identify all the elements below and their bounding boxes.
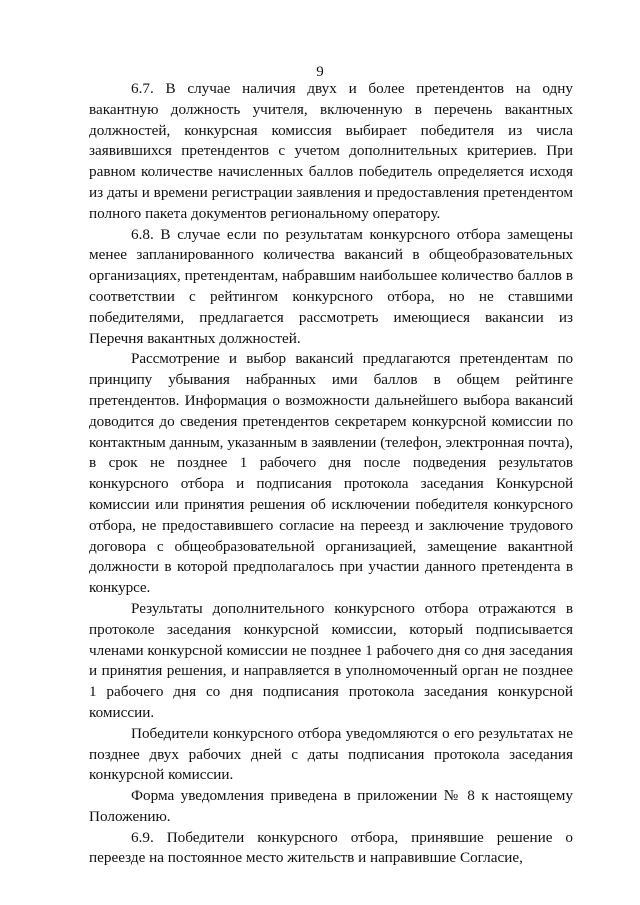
paragraph-winner-notification: Победители конкурсного отбора уведомляются о его результатах не позднее двух рабочих дней с даты подписания протокола заседания конкурсной комиссии. (89, 724, 573, 784)
paragraph-6-9: 6.9. Победители конкурсного отбора, принявшие решение о переезде на постоянное место жительств и направившие Согласие, (89, 828, 573, 867)
document-body (89, 79, 573, 869)
paragraph-6-7: 6.7. В случае наличия двух и более претендентов на одну вакантную должность учителя, включенную в перечень вакантных должностей, конкурсная комиссия выбирает победителя из числа заявившихся претендентов с учетом дополнительных критериев. При равном количестве начисленных баллов победитель определяется исходя из даты и времени регистрации заявления и предоставления претендентом полного пакета документов региональному оператору. (89, 80, 573, 222)
page-number: 9 (316, 64, 324, 80)
paragraph-6-8: 6.8. В случае если по результатам конкурсного отбора замещены менее запланированного количества вакансий в общеобразовательных организациях, претендентам, набравшим наибольшее количество баллов в соответствии с рейтингом конкурсного отбора, но не ставшими победителями, предлагается рассмотреть имеющиеся вакансии из Перечня вакантных должностей. (89, 225, 573, 347)
paragraph-notification-form: Форма уведомления приведена в приложении № 8 к настоящему Положению. (89, 787, 573, 825)
paragraph-additional-results: Результаты дополнительного конкурсного отбора отражаются в протоколе заседания конкурсной комиссии, который подписывается членами конкурсной комиссии не позднее 1 рабочего дня со дня заседания и принятия решения, и направляется в уполномоченный орган не позднее 1 рабочего дня со дня подписания протокола заседания конкурсной комиссии. (89, 599, 573, 721)
paragraph-vacancy-selection: Рассмотрение и выбор вакансий предлагаются претендентам по принципу убывания набранных ими баллов в общем рейтинге претендентов. Информация о возможности дальнейшего выбора вакансий доводится до сведения претендентов секретарем конкурсной комиссии по контактным данным, указанным в заявлении (телефон, электронная почта), в срок не позднее 1 рабочего дня после подведения результатов конкурсного отбора и подписания протокола заседания Конкурсной комиссии или принятия решения об исключении победителя конкурсного отбора, не предоставившего согласие на переезд и заключение трудового договора с общеобразовательной организацией, замещение вакантной должности в которой предполагалось при участии данного претендента в конкурсе. (89, 350, 573, 597)
